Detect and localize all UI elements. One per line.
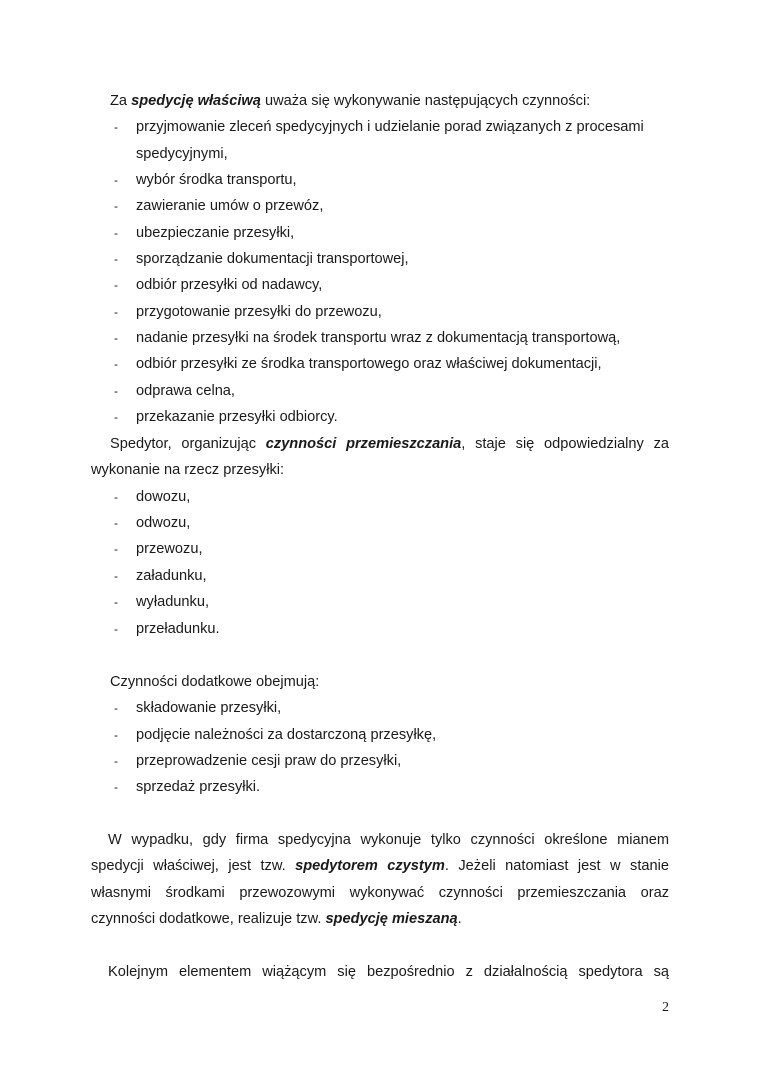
list-item-text: sporządzanie dokumentacji transportowej,: [136, 251, 409, 267]
para4-line2-suffix: . Jeżeli natomiast jest w stanie: [444, 858, 669, 874]
list-dash: -: [114, 754, 118, 768]
intro-term: spedycję właściwą: [131, 93, 261, 109]
list-item-text: odprawa celna,: [136, 383, 235, 399]
para5-line1: Kolejnym elementem wiążącym się bezpośrednio z działalnością spedytora są: [108, 964, 669, 980]
list-item-text: sprzedaż przesyłki.: [136, 779, 261, 795]
list-item: [114, 171, 297, 189]
list-item: [114, 567, 207, 585]
list-item-text: odbiór przesyłki od nadawcy,: [136, 277, 323, 293]
para2-prefix: Spedytor, organizując: [110, 436, 266, 452]
list-item-text: wyładunku,: [136, 594, 210, 610]
list-item-text: podjęcie należności za dostarczoną przesyłkę,: [136, 727, 437, 743]
list-item: [114, 118, 644, 136]
list-dash: -: [114, 226, 118, 240]
list-item-text: dowozu,: [136, 489, 191, 505]
list-item-text: przygotowanie przesyłki do przewozu,: [136, 304, 382, 320]
list-item: [114, 408, 338, 426]
list-dash: -: [114, 569, 118, 583]
list-item: [114, 329, 620, 347]
list-item-text: wybór środka transportu,: [136, 172, 297, 188]
list-item: [114, 382, 235, 400]
list-dash: -: [114, 622, 118, 636]
list-dash: -: [114, 173, 118, 187]
list-dash: -: [114, 252, 118, 266]
list-dash: -: [114, 728, 118, 742]
list-item: [114, 778, 260, 796]
list-item-text: przekazanie przesyłki odbiorcy.: [136, 409, 338, 425]
para2-term: czynności przemieszczania: [265, 436, 462, 452]
list-item-text: spedycyjnymi,: [136, 146, 228, 162]
list-item: [114, 250, 409, 268]
list-dash: -: [114, 278, 118, 292]
list-item: [114, 197, 323, 215]
list-item-text: odbiór przesyłki ze środka transportowego oraz właściwej dokumentacji,: [136, 356, 602, 372]
list-item: [114, 303, 382, 321]
list-item-text: zawieranie umów o przewóz,: [136, 198, 324, 214]
para4-line2-term: spedytorem czystym: [295, 858, 445, 874]
list-item: [114, 514, 190, 532]
list-item-text: przeładunku.: [136, 621, 220, 637]
para4-line1: W wypadku, gdy firma spedycyjna wykonuje tylko czynności określone mianem: [108, 832, 669, 848]
list-item-text: przyjmowanie zleceń spedycyjnych i udzielanie porad związanych z procesami: [136, 119, 644, 135]
para4-line4: [91, 910, 669, 928]
list-item-text: przewozu,: [136, 541, 203, 557]
list-dash: -: [114, 516, 118, 530]
list-item: [114, 699, 281, 717]
list-dash: -: [114, 490, 118, 504]
list-item: [114, 355, 602, 373]
list-item: [114, 593, 209, 611]
para4-line2-prefix: spedycji właściwej, jest tzw.: [91, 858, 296, 874]
page-number: 2: [662, 1000, 669, 1015]
list-item-text: załadunku,: [136, 568, 207, 584]
list-item-continuation: [136, 145, 228, 163]
list-dash: -: [114, 410, 118, 424]
list-item: [114, 224, 294, 242]
para2-line2: wykonanie na rzecz przesyłki:: [91, 462, 285, 478]
list-item: [114, 726, 436, 744]
para3: Czynności dodatkowe obejmują:: [110, 674, 320, 690]
list-dash: -: [114, 199, 118, 213]
para2-suffix: , staje się odpowiedzialny za: [461, 436, 669, 452]
list-dash: -: [114, 331, 118, 345]
para4-line4-prefix: czynności dodatkowe, realizuje tzw.: [91, 911, 326, 927]
list-dash: -: [114, 357, 118, 371]
list-dash: -: [114, 120, 118, 134]
list-dash: -: [114, 701, 118, 715]
list-item-text: nadanie przesyłki na środek transportu wraz z dokumentacją transportową,: [136, 330, 621, 346]
list-dash: -: [114, 595, 118, 609]
list-dash: -: [114, 305, 118, 319]
para4-line4-term: spedycję mieszaną: [325, 911, 458, 927]
intro-paragraph: [110, 92, 688, 110]
list-dash: -: [114, 542, 118, 556]
list-dash: -: [114, 780, 118, 794]
list-item-text: ubezpieczanie przesyłki,: [136, 225, 295, 241]
para4-line3: własnymi środkami przewozowymi wykonywać czynności przemieszczania oraz: [91, 885, 669, 901]
list-item-text: przeprowadzenie cesji praw do przesyłki,: [136, 753, 402, 769]
list-item-text: składowanie przesyłki,: [136, 700, 282, 716]
list-item: [114, 276, 322, 294]
intro-suffix: uważa się wykonywanie następujących czynności:: [260, 93, 591, 109]
para2-line1: [110, 435, 669, 453]
para4-line2: [91, 857, 669, 875]
list-item-text: odwozu,: [136, 515, 191, 531]
list-item: [114, 620, 220, 638]
list-item: [114, 488, 190, 506]
list-item: [114, 540, 203, 558]
list-item: [114, 752, 401, 770]
list-dash: -: [114, 384, 118, 398]
para4-line4-suffix: .: [457, 911, 462, 927]
intro-prefix: Za: [110, 93, 132, 109]
